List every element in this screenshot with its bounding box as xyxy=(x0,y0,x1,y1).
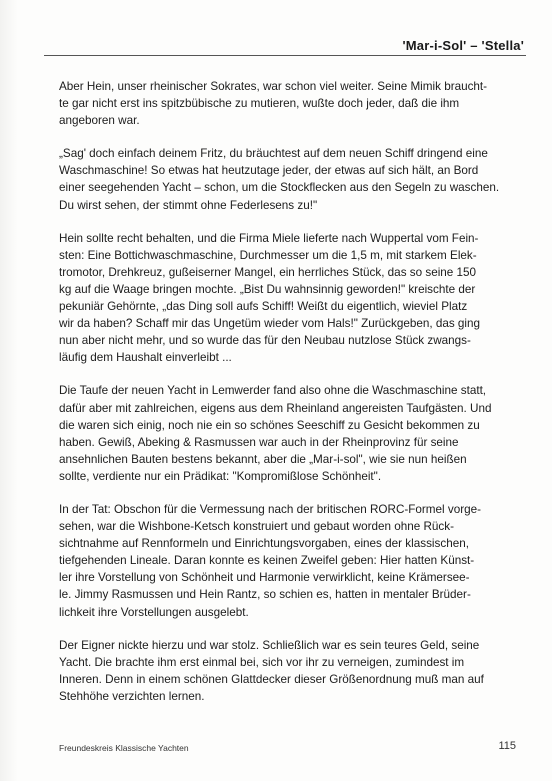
text-line: Die Taufe der neuen Yacht in Lemwerder fand also ohne die Waschmaschine statt, xyxy=(59,384,487,398)
header-rule xyxy=(44,55,526,56)
text-line: dafür aber mit zahlreichen, eigens aus dem Rheinland angereisten Taufgästen. Und xyxy=(59,401,492,415)
text-line: In der Tat: Obschon für die Vermessung nach der britischen RORC-Formel vorge- xyxy=(59,502,482,516)
paragraph xyxy=(59,145,527,213)
text-line: Hein sollte recht behalten, und die Firma Miele lieferte nach Wuppertal vom Fein- xyxy=(59,231,479,245)
text-line: haben. Gewiß, Abeking & Rasmussen war auch in der Rheinprovinz für seine xyxy=(59,435,459,449)
text-line: sehen, war die Wishbone-Ketsch konstruiert und gebaut worden ohne Rück- xyxy=(59,520,455,534)
text-line: angeboren war. xyxy=(59,114,140,128)
text-line: sichtnahme auf Rennformeln und Einrichtungsvorgaben, eines der klassischen, xyxy=(59,537,469,551)
text-line: Der Eigner nickte hierzu und war stolz. Schließlich war es sein teures Geld, seine xyxy=(59,638,480,652)
text-line: sollte, verdiente nur ein Prädikat: "Kompromißlose Schönheit". xyxy=(59,469,382,483)
paragraph xyxy=(59,230,527,367)
text-line: einer seegehenden Yacht – schon, um die Stockflecken aus den Segeln zu waschen. xyxy=(59,181,500,195)
text-line: tromotor, Drehkreuz, gußeiserner Mangel, ein herrliches Stück, das so seine 150 xyxy=(59,265,477,279)
text-line: ansehnlichen Bauten bestens bekannt, aber die „Mar-i-sol", wie sie nun heißen xyxy=(59,452,467,466)
paragraph xyxy=(59,382,527,485)
text-line: Du wirst sehen, der stimmt ohne Federlesens zu!" xyxy=(59,198,318,212)
text-line: Aber Hein, unser rheinischer Sokrates, war schon viel weiter. Seine Mimik braucht- xyxy=(59,80,488,93)
text-line: nun aber nicht mehr, und so wurde das für den Neubau nutzlose Stück zwangs- xyxy=(59,334,471,348)
running-header-title: 'Mar-i-Sol' – 'Stella' xyxy=(402,38,524,53)
text-line: die waren sich einig, noch nie ein so schönes Seeschiff zu Gesicht bekommen zu xyxy=(59,418,480,432)
text-line: Stehhöhe verzichten lernen. xyxy=(59,689,205,703)
text-line: „Sag' doch einfach deinem Fritz, du bräuchtest auf dem neuen Schiff dringend eine xyxy=(59,147,488,161)
text-line: te gar nicht erst ins spitzbübische zu mutieren, wußte doch jeder, daß die ihm xyxy=(59,97,460,111)
text-line: Waschmaschine! So etwas hat heutzutage jeder, der etwas auf sich hält, an Bord xyxy=(59,164,479,178)
paragraph xyxy=(59,637,527,705)
text-line: lichkeit ihre Vorstellungen ausgelebt. xyxy=(59,605,249,619)
body-text xyxy=(59,78,527,721)
text-line: le. Jimmy Rasmussen und Hein Rantz, so schien es, hatten in mentaler Brüder- xyxy=(59,588,471,602)
page-number: 115 xyxy=(498,740,516,752)
text-line: pekuniär Gehörnte, „das Ding soll aufs Schiff! Weißt du eigentlich, wieviel Platz xyxy=(59,300,468,314)
text-line: läufig dem Haushalt einverleibt ... xyxy=(59,351,232,365)
text-line: kg auf die Waage bringen mochte. „Bist Du wahnsinnig geworden!" kreischte der xyxy=(59,282,476,296)
footer-publication: Freundeskreis Klassische Yachten xyxy=(59,743,189,753)
text-line: tiefgehenden Lineale. Daran konnte es keinen Zweifel geben: Hier hatten Künst- xyxy=(59,554,475,568)
text-line: sten: Eine Bottichwaschmaschine, Durchmesser um die 1,5 m, mit starkem Elek- xyxy=(59,248,477,262)
page-gutter-shadow xyxy=(0,0,18,781)
paragraph xyxy=(59,501,527,621)
text-line: ler ihre Vorstellung von Schönheit und Harmonie verwirklicht, keine Krämersee- xyxy=(59,571,470,585)
text-line: Inneren. Denn in einem schönen Glattdecker dieser Größenordnung muß man auf xyxy=(59,672,484,686)
text-line: wir da haben? Schaff mir das Ungetüm wieder vom Hals!" Zurückgeben, das ging xyxy=(59,317,481,331)
text-line: Yacht. Die brachte ihm erst einmal bei, sich vor ihr zu verneigen, zumindest im xyxy=(59,655,465,669)
paragraph xyxy=(59,78,527,129)
